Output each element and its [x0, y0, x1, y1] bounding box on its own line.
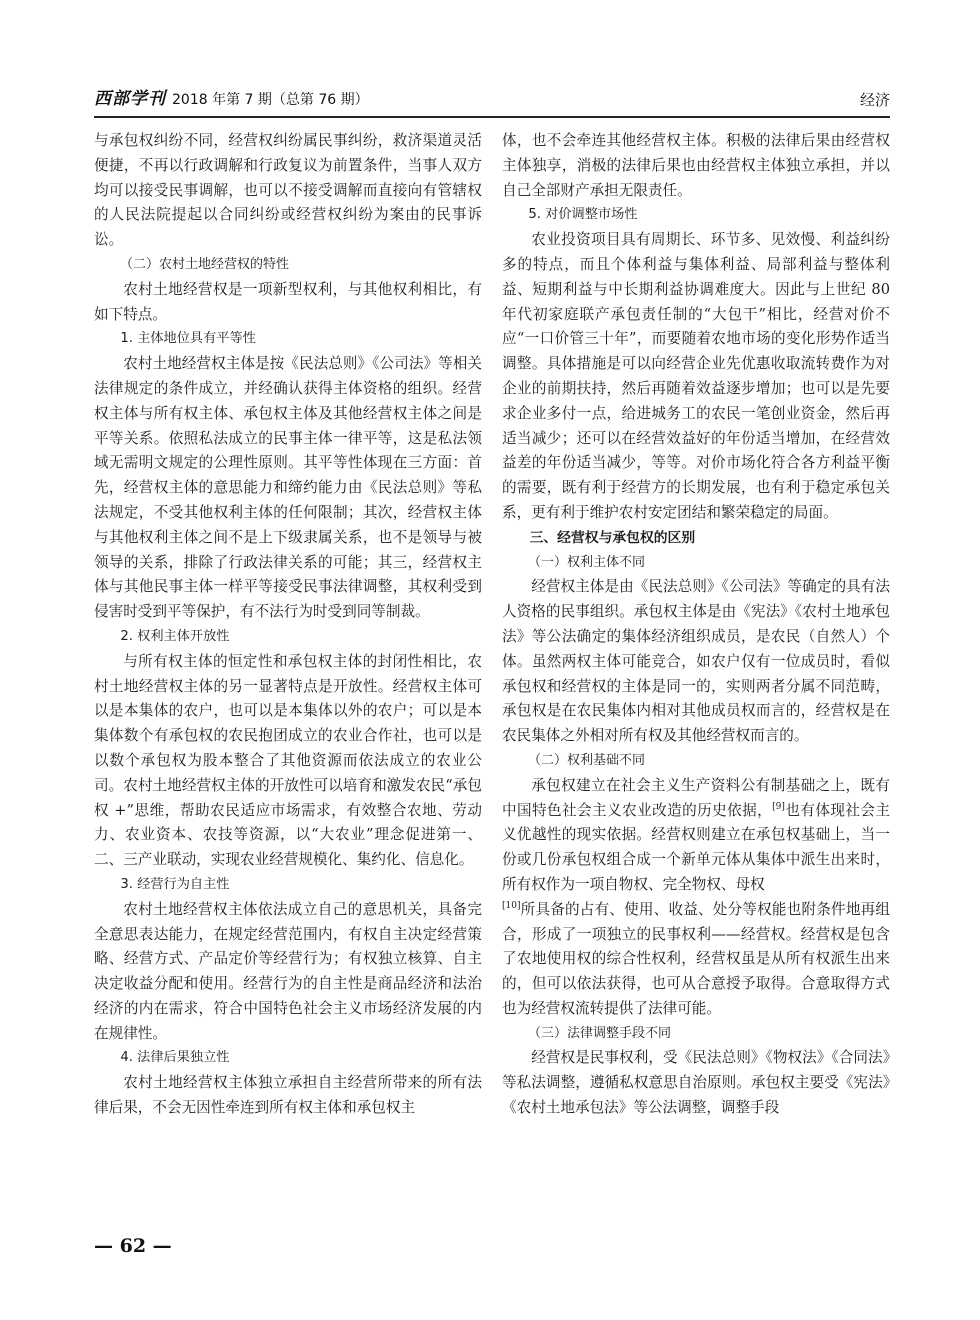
header-rule: [94, 116, 890, 118]
subsection-heading: （二）农村土地经营权的特性: [120, 256, 290, 272]
item-heading: 5. 对价调整市场性: [528, 207, 638, 223]
paragraph-text: 也有体现社会主义优越性的现实依据。经营权则建立在承包权基础上，当一份或几份承包权组合成一个新单元体从集体中派生出来时，所有权作为一项自物权、完全物权、母权: [502, 801, 890, 893]
right-column: [502, 129, 890, 1121]
running-header: [94, 88, 890, 114]
paragraph-text: 所具备的占有、使用、收益、处分等权能也附条件地再组合，形成了一项独立的民事权利——经营权。经营权是包含了农地使用权的综合性权利，经营权虽是从所有权派生出来的，但可以依法获得，也可从合意授予取得。合意取得方式也为经营权流转提供了法律可能。: [502, 900, 890, 1017]
subsection-heading: （三）法律调整手段不同: [528, 1025, 672, 1041]
item-heading: 2. 权利主体开放性: [120, 628, 230, 644]
item-heading: 3. 经营行为自主性: [120, 876, 230, 892]
paragraph: 与承包权纠纷不同，经营权纠纷属民事纠纷，救济渠道灵活便捷，不再以行政调解和行政复议为前置条件，当事人双方均可以接受民事调解，也可以不接受调解而直接向有管辖权的人民法院提起以合同纠纷或经营权纠纷为案由的民事诉讼。: [94, 132, 482, 249]
journal-logo: 西部学刊: [94, 89, 166, 109]
paragraph: 农村土地经营权是一项新型权利，与其他权利相比，有如下特点。: [94, 280, 482, 323]
paragraph: 农村土地经营权主体依法成立自己的意思机关，具备完全意思表达能力，在规定经营范围内，有权自主决定经营策略、经营方式、产品定价等经营行为；有权独立核算、自主决定收益分配和使用。经营行为的自主性是商品经济和法治经济的内在需求，符合中国特色社会主义市场经济发展的内在规律性。: [94, 900, 482, 1042]
paragraph: 经营权是民事权利，受《民法总则》《物权法》《合同法》等私法调整，遵循私权意思自治原则。承包权主要受《宪法》《农村土地承包法》等公法调整，调整手段: [502, 1049, 890, 1117]
paragraph: 与所有权主体的恒定性和承包权主体的封闭性相比，农村土地经营权主体的另一显著特点是开放性。经营权主体可以是本集体的农户，也可以是本集体以外的农户；可以是本集体数个有承包权的农民抱团成立的农业合作社，也可以是以数个承包权为股本整合了其他资源而依法成立的农业公司。农村土地经营权主体的开放性可以培育和激发农民“承包权 +”思维，帮助农民适应市场需求，有效整合农地、劳动力、农业资本、农技等资源，以“大农业”理念促进第一、二、三产业联动，实现农业经营规模化、集约化、信息化。: [94, 652, 482, 869]
item-heading: 4. 法律后果独立性: [120, 1050, 230, 1066]
paragraph-text: 承包权建立在社会主义生产资料公有制基础之上，既有中国特色社会主义农业改造的历史依据，: [502, 776, 890, 819]
paragraph: [502, 898, 890, 1022]
subsection-heading: （二）权利基础不同: [528, 752, 646, 768]
issue-info: 2018 年第 7 期（总第 76 期）: [172, 92, 369, 108]
left-column: [94, 129, 482, 1121]
item-heading: 1. 主体地位具有平等性: [120, 331, 256, 347]
citation-marker: [10]: [502, 900, 521, 911]
paragraph: 农村土地经营权主体独立承担自主经营所带来的所有法律后果，不会无因性牵连到所有权主体和承包权主: [94, 1074, 482, 1117]
section-label: 经济: [859, 91, 890, 109]
page-number: — 62 —: [94, 1235, 172, 1257]
paragraph: [502, 774, 890, 898]
paragraph: 经营权主体是由《民法总则》《公司法》等确定的具有法人资格的民事组织。承包权主体是由《宪法》《农村土地承包法》等公法确定的集体经济组织成员，是农民（自然人）个体。虽然两权主体可能竞合，如农户仅有一位成员时，看似承包权和经营权的主体是同一的，实则两者分属不同范畴，承包权是在农民集体内相对其他成员权而言的，经营权是在农民集体之外相对所有权及其他经营权而言的。: [502, 578, 890, 745]
citation-marker: [9]: [772, 801, 785, 812]
section-heading: 三、经营权与承包权的区别: [529, 529, 696, 546]
paragraph: 体，也不会牵连其他经营权主体。积极的法律后果由经营权主体独享，消极的法律后果也由经营权主体独立承担，并以自己全部财产承担无限责任。: [502, 132, 890, 199]
paragraph: 农业投资项目具有周期长、环节多、见效慢、利益纠纷多的特点，而且个体利益与集体利益、局部利益与整体利益、短期利益与中长期利益协调难度大。因此与上世纪 80 年代初家庭联产承包责任制的“大包干”相比，经营对价不应“一口价管三十年”，而要随着农地市场的变化形势作适当调整。具体措施是可以向经营企业先优惠收取流转费作为对企业的前期扶持，然后再随着效益逐步增加；也可以是先要求企业多付一点，给进城务工的农民一笔创业资金，然后再适当减少；还可以在经营效益好的年份适当增加，在经营效益差的年份适当减少，等等。对价市场化符合各方利益平衡的需要，既有利于经营方的长期发展，也有利于稳定承包关系，更有利于维护农村安定团结和繁荣稳定的局面。: [502, 231, 890, 521]
paragraph: 农村土地经营权主体是按《民法总则》《公司法》等相关法律规定的条件成立，并经确认获得主体资格的组织。经营权主体与所有权主体、承包权主体及其他经营权主体之间是平等关系。依照私法成立的民事主体一律平等，这是私法领域无需明文规定的公理性原则。其平等性体现在三方面：首先，经营权主体的意思能力和缔约能力由《民法总则》等私法规定，不受其他权利主体的任何限制；其次，经营权主体与其他权利主体之间不是上下级隶属关系，也不是领导与被领导的关系，排除了行政法律关系的可能；其三，经营权主体与其他民事主体一样平等接受民事法律调整，其权利受到侵害时受到平等保护，有不法行为时受到同等制裁。: [94, 355, 482, 621]
subsection-heading: （一）权利主体不同: [528, 554, 646, 570]
